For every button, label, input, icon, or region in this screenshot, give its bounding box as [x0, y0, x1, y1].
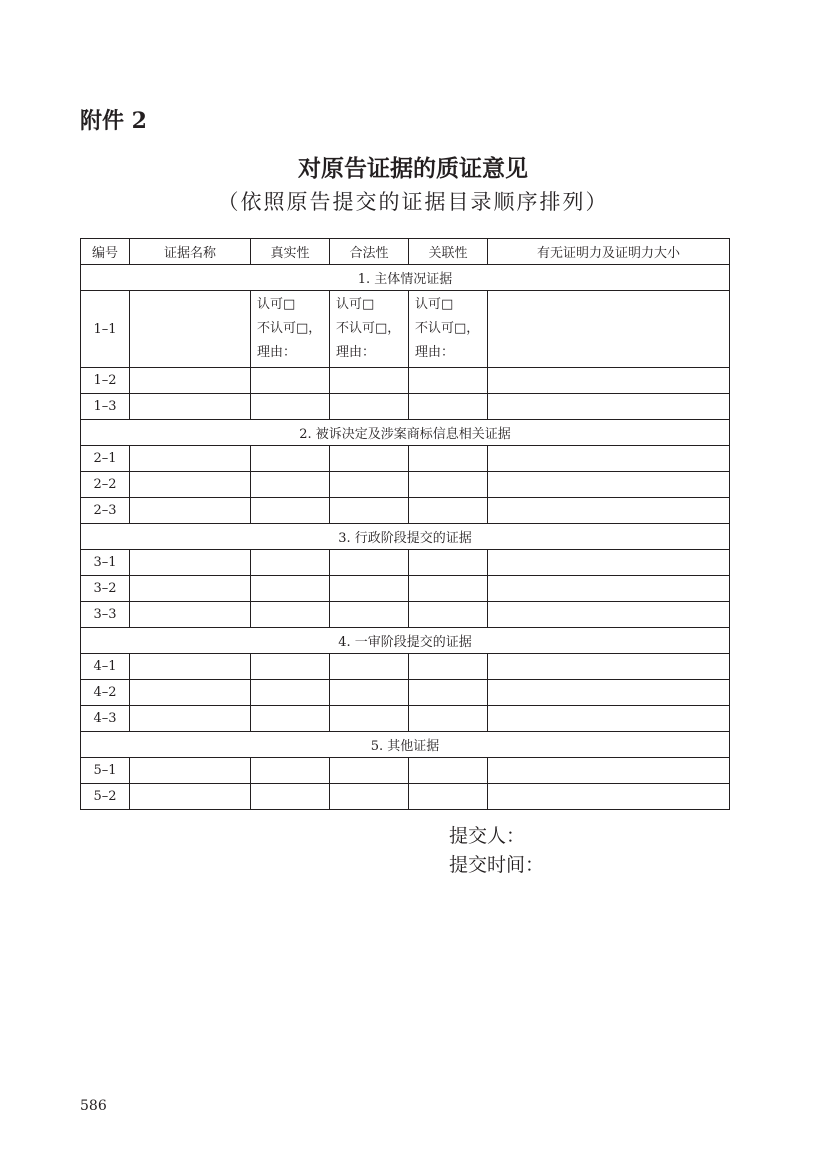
relevance-cell — [409, 498, 488, 524]
section-title: 4. 一审阶段提交的证据 — [81, 628, 730, 654]
relevance-cell — [409, 550, 488, 576]
legality-cell — [330, 576, 409, 602]
probative-value-cell — [488, 576, 730, 602]
legality-cell — [330, 758, 409, 784]
evidence-name-cell — [130, 550, 251, 576]
relevance-cell — [409, 446, 488, 472]
option-line: 理由： — [415, 345, 455, 360]
row-id: 1–1 — [81, 291, 130, 368]
relevance-cell — [409, 602, 488, 628]
header-id: 编号 — [81, 239, 130, 265]
attachment-label: 附件 2 — [80, 108, 147, 134]
probative-value-cell — [488, 498, 730, 524]
probative-value-cell — [488, 291, 730, 368]
evidence-name-cell — [130, 368, 251, 394]
authenticity-cell — [251, 706, 330, 732]
section-title: 5. 其他证据 — [81, 732, 730, 758]
header-relevance: 关联性 — [409, 239, 488, 265]
row-id: 4–2 — [81, 680, 130, 706]
table-row — [81, 758, 730, 784]
authenticity-cell — [251, 576, 330, 602]
probative-value-cell — [488, 680, 730, 706]
page-number: 586 — [80, 1098, 107, 1114]
evidence-name-cell — [130, 291, 251, 368]
table-row — [81, 602, 730, 628]
table-row — [81, 680, 730, 706]
section-row — [81, 524, 730, 550]
section-title: 2. 被诉决定及涉案商标信息相关证据 — [81, 420, 730, 446]
legality-cell — [330, 680, 409, 706]
probative-value-cell — [488, 368, 730, 394]
relevance-cell — [409, 784, 488, 810]
option-line: 不认可□， — [336, 321, 401, 336]
evidence-name-cell — [130, 654, 251, 680]
authenticity-cell — [251, 498, 330, 524]
legality-cell — [330, 498, 409, 524]
option-line: 认可□ — [415, 297, 454, 312]
evidence-name-cell — [130, 706, 251, 732]
probative-value-cell — [488, 446, 730, 472]
table-row — [81, 394, 730, 420]
section-row — [81, 420, 730, 446]
probative-value-cell — [488, 654, 730, 680]
table-row — [81, 706, 730, 732]
legality-cell — [330, 784, 409, 810]
relevance-cell — [409, 368, 488, 394]
authenticity-cell — [251, 446, 330, 472]
authenticity-cell — [251, 602, 330, 628]
page-subtitle: （依照原告提交的证据目录顺序排列） — [217, 190, 609, 214]
row-id: 2–3 — [81, 498, 130, 524]
header-evidence-name: 证据名称 — [130, 239, 251, 265]
legality-cell — [330, 706, 409, 732]
relevance-cell — [409, 680, 488, 706]
submitter-label: 提交人： — [449, 825, 526, 847]
authenticity-cell — [251, 472, 330, 498]
row-id: 1–3 — [81, 394, 130, 420]
option-line: 认可□ — [257, 297, 296, 312]
relevance-cell — [409, 758, 488, 784]
section-row — [81, 628, 730, 654]
relevance-cell — [409, 291, 488, 368]
option-line: 理由： — [257, 345, 297, 360]
option-line: 不认可□， — [415, 321, 480, 336]
authenticity-cell — [251, 680, 330, 706]
table-body — [81, 265, 730, 810]
table-row — [81, 654, 730, 680]
header-authenticity: 真实性 — [251, 239, 330, 265]
table-row — [81, 291, 730, 368]
authenticity-cell — [251, 784, 330, 810]
table-header-row — [81, 239, 730, 265]
table-row — [81, 784, 730, 810]
table-row — [81, 446, 730, 472]
row-id: 2–2 — [81, 472, 130, 498]
relevance-cell — [409, 472, 488, 498]
section-row — [81, 732, 730, 758]
option-line: 不认可□， — [257, 321, 322, 336]
probative-value-cell — [488, 472, 730, 498]
header-legality: 合法性 — [330, 239, 409, 265]
legality-cell — [330, 550, 409, 576]
evidence-name-cell — [130, 680, 251, 706]
evidence-name-cell — [130, 446, 251, 472]
option-line: 理由： — [336, 345, 376, 360]
evidence-name-cell — [130, 758, 251, 784]
evidence-table — [80, 238, 730, 810]
legality-cell — [330, 394, 409, 420]
evidence-name-cell — [130, 602, 251, 628]
legality-cell — [330, 602, 409, 628]
evidence-name-cell — [130, 498, 251, 524]
row-id: 3–3 — [81, 602, 130, 628]
table-row — [81, 498, 730, 524]
relevance-cell — [409, 706, 488, 732]
evidence-name-cell — [130, 394, 251, 420]
evidence-name-cell — [130, 472, 251, 498]
section-title: 1. 主体情况证据 — [81, 265, 730, 291]
table-row — [81, 576, 730, 602]
legality-cell — [330, 654, 409, 680]
submit-time-label: 提交时间： — [449, 854, 545, 876]
authenticity-cell — [251, 394, 330, 420]
probative-value-cell — [488, 758, 730, 784]
probative-value-cell — [488, 550, 730, 576]
authenticity-cell — [251, 291, 330, 368]
row-id: 3–1 — [81, 550, 130, 576]
relevance-cell — [409, 654, 488, 680]
relevance-cell — [409, 394, 488, 420]
legality-cell — [330, 291, 409, 368]
relevance-cell — [409, 576, 488, 602]
row-id: 2–1 — [81, 446, 130, 472]
section-title: 3. 行政阶段提交的证据 — [81, 524, 730, 550]
table-row — [81, 550, 730, 576]
authenticity-cell — [251, 758, 330, 784]
probative-value-cell — [488, 784, 730, 810]
authenticity-cell — [251, 368, 330, 394]
row-id: 4–3 — [81, 706, 130, 732]
legality-cell — [330, 446, 409, 472]
probative-value-cell — [488, 706, 730, 732]
evidence-name-cell — [130, 576, 251, 602]
legality-cell — [330, 472, 409, 498]
row-id: 1–2 — [81, 368, 130, 394]
page-title: 对原告证据的质证意见 — [298, 155, 528, 182]
section-row — [81, 265, 730, 291]
authenticity-cell — [251, 654, 330, 680]
table-row — [81, 472, 730, 498]
evidence-name-cell — [130, 784, 251, 810]
row-id: 4–1 — [81, 654, 130, 680]
table-row — [81, 368, 730, 394]
option-line: 认可□ — [336, 297, 375, 312]
row-id: 5–2 — [81, 784, 130, 810]
submitter-block — [449, 822, 544, 880]
authenticity-cell — [251, 550, 330, 576]
legality-cell — [330, 368, 409, 394]
probative-value-cell — [488, 394, 730, 420]
probative-value-cell — [488, 602, 730, 628]
row-id: 3–2 — [81, 576, 130, 602]
header-probative-value: 有无证明力及证明力大小 — [488, 239, 730, 265]
row-id: 5–1 — [81, 758, 130, 784]
